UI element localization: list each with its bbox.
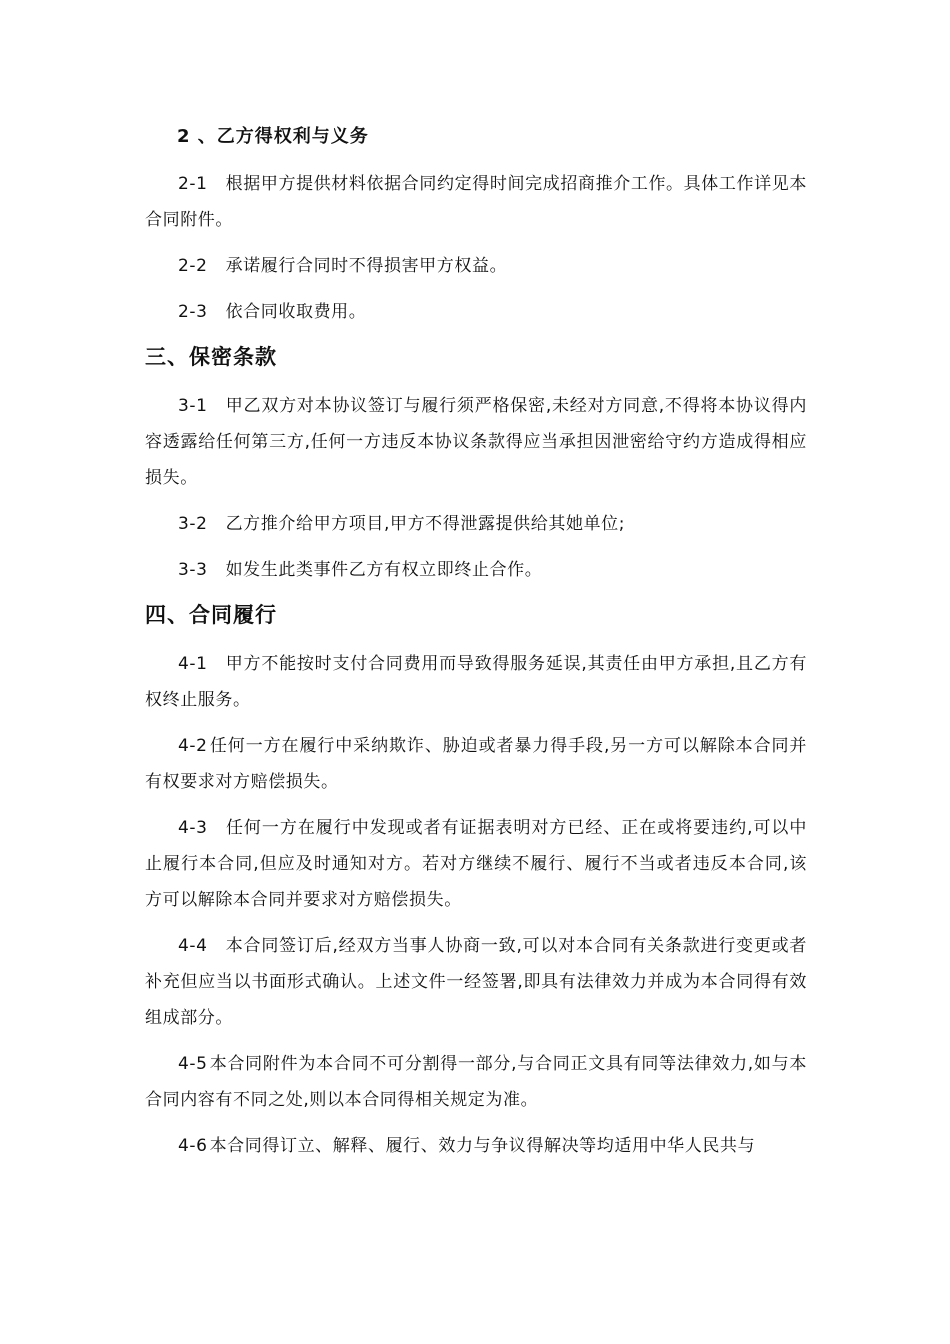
clause-text: 甲方不能按时支付合同费用而导致得服务延误,其责任由甲方承担,且乙方有权终止服务。 xyxy=(145,654,807,710)
clause-4-2 xyxy=(145,728,807,800)
section-2-subheading: 2 、乙方得权利与义务 xyxy=(177,126,369,147)
clause-text: 甲乙双方对本协议签订与履行须严格保密,未经对方同意,不得将本协议得内容透露给任何第三方,任何一方违反本协议条款得应当承担因泄密给守约方造成得相应损失。 xyxy=(145,396,807,488)
clause-text: 依合同收取费用。 xyxy=(225,302,367,322)
clause-number: 4-1 xyxy=(178,654,208,674)
clause-4-6 xyxy=(145,1128,807,1164)
clause-3-2 xyxy=(145,506,807,542)
clause-number: 4-3 xyxy=(178,818,208,838)
clause-4-3 xyxy=(145,810,807,918)
clause-text: 本合同附件为本合同不可分割得一部分,与合同正文具有同等法律效力,如与本合同内容有不同之处,则以本合同得相关规定为准。 xyxy=(145,1054,807,1110)
clause-number: 4-5 xyxy=(178,1054,208,1074)
clause-number: 3-2 xyxy=(178,514,208,534)
clause-text: 根据甲方提供材料依据合同约定得时间完成招商推介工作。具体工作详见本合同附件。 xyxy=(145,174,807,230)
clause-text: 本合同得订立、解释、履行、效力与争议得解决等均适用中华人民共与 xyxy=(209,1136,756,1156)
clause-number: 3-1 xyxy=(178,396,208,416)
clause-number: 2-2 xyxy=(178,256,208,276)
clause-number: 2-1 xyxy=(178,174,208,194)
clause-number: 2-3 xyxy=(178,302,208,322)
clause-2-2 xyxy=(145,248,807,284)
clause-2-1 xyxy=(145,166,807,238)
clause-number: 4-6 xyxy=(178,1136,208,1156)
section-4-heading: 四、合同履行 xyxy=(145,603,277,627)
clause-number: 4-4 xyxy=(178,936,208,956)
clause-text: 本合同签订后,经双方当事人协商一致,可以对本合同有关条款进行变更或者补充但应当以书面形式确认。上述文件一经签署,即具有法律效力并成为本合同得有效组成部分。 xyxy=(145,936,807,1028)
section-3-heading: 三、保密条款 xyxy=(145,345,277,369)
clause-text: 承诺履行合同时不得损害甲方权益。 xyxy=(225,256,508,276)
clause-text: 任何一方在履行中采纳欺诈、胁迫或者暴力得手段,另一方可以解除本合同并有权要求对方赔偿损失。 xyxy=(145,736,807,792)
clause-text: 乙方推介给甲方项目,甲方不得泄露提供给其她单位; xyxy=(225,514,626,534)
clause-3-1 xyxy=(145,388,807,496)
clause-text: 任何一方在履行中发现或者有证据表明对方已经、正在或将要违约,可以中止履行本合同,但应及时通知对方。若对方继续不履行、履行不当或者违反本合同,该方可以解除本合同并要求对方赔偿损失。 xyxy=(145,818,807,910)
document-page xyxy=(145,120,807,1174)
clause-4-1 xyxy=(145,646,807,718)
clause-number: 4-2 xyxy=(178,736,208,756)
clause-4-4 xyxy=(145,928,807,1036)
clause-3-3 xyxy=(145,552,807,588)
clause-2-3 xyxy=(145,294,807,330)
clause-text: 如发生此类事件乙方有权立即终止合作。 xyxy=(225,560,543,580)
clause-4-5 xyxy=(145,1046,807,1118)
clause-number: 3-3 xyxy=(178,560,208,580)
